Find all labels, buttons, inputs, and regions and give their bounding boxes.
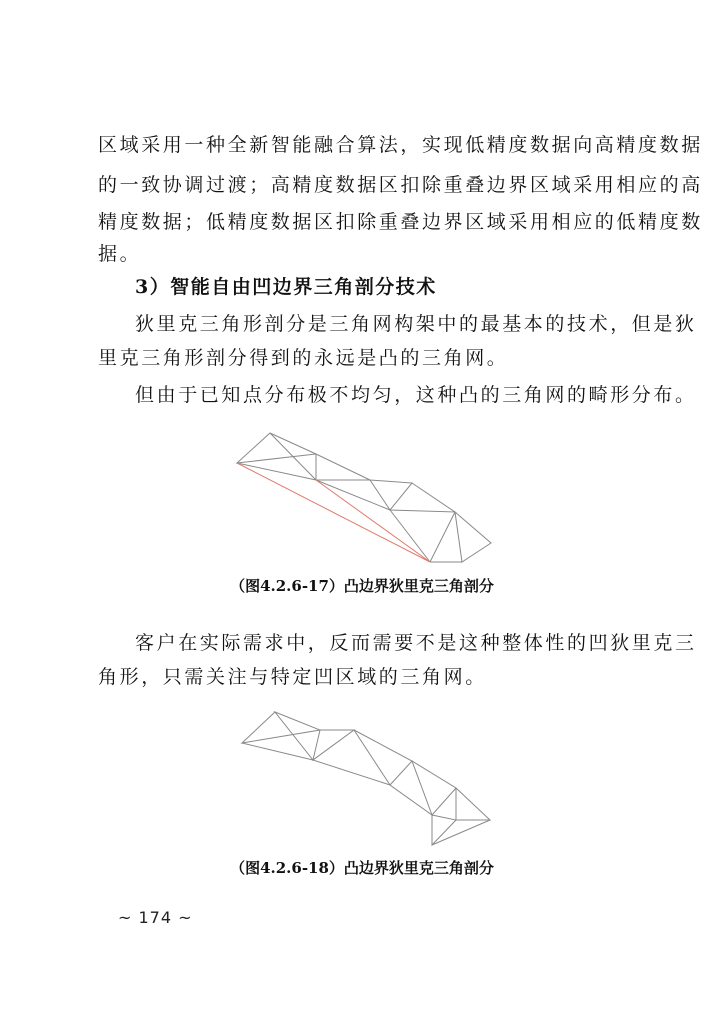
body-line-3: 精度数据；低精度数据区扣除重叠边界区域采用相应的低精度数	[98, 211, 703, 233]
hull-edges	[237, 463, 430, 562]
figure-convex-triangulation	[230, 425, 500, 575]
figure1-caption: （图4.2.6-17）凸边界狄里克三角剖分	[230, 577, 494, 595]
mesh-edges	[242, 712, 490, 845]
figure-concave-triangulation	[235, 700, 500, 850]
para3-line-2: 角形，只需关注与特定凹区域的三角网。	[98, 666, 487, 688]
body-line-4: 据。	[98, 243, 142, 265]
para1-line-2: 里克三角形剖分得到的永远是凸的三角网。	[98, 347, 509, 369]
mesh-edges	[237, 433, 491, 562]
figure2-caption: （图4.2.6-18）凸边界狄里克三角剖分	[230, 859, 494, 877]
para2-line: 但由于已知点分布极不均匀，这种凸的三角网的畸形分布。	[135, 384, 697, 406]
body-line-2: 的一致协调过渡；高精度数据区扣除重叠边界区域采用相应的高	[98, 174, 703, 196]
body-line-1: 区域采用一种全新智能融合算法，实现低精度数据向高精度数据	[98, 134, 703, 156]
page-number: ~ 174 ~	[118, 908, 193, 927]
para3-line-1: 客户在实际需求中，反而需要不是这种整体性的凹狄里克三	[135, 632, 697, 654]
section-heading: 3）智能自由凹边界三角剖分技术	[135, 276, 437, 298]
para1-line-1: 狄里克三角形剖分是三角网构架中的最基本的技术，但是狄	[135, 313, 697, 335]
